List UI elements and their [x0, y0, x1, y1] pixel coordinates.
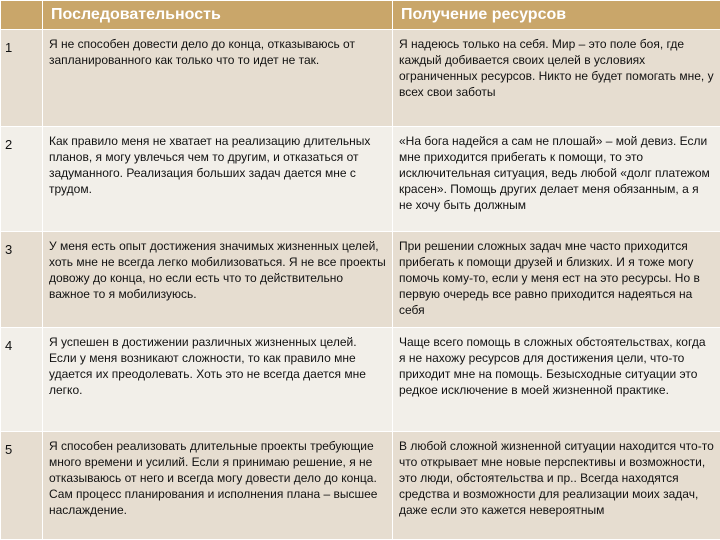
- resources-cell: [393, 432, 720, 540]
- table-row: [1, 127, 720, 232]
- header-row: [1, 1, 720, 30]
- sequence-cell: [43, 328, 393, 432]
- resources-text: В любой сложной жизненной ситуации находится что-то что открывает мне новые перспективы и возможности, это люди, обстоятельства и пр.. Всегда находятся средства и возможности для реализации моих задач, даже если это кажется невероятным: [399, 439, 714, 517]
- header-resources-cell: [393, 1, 720, 30]
- header-num-cell: [1, 1, 43, 30]
- sequence-text: Я не способен довести дело до конца, отказываюсь от запланированного как только что то идет не так.: [49, 37, 355, 67]
- row-number: 2: [5, 137, 13, 152]
- row-number: 1: [5, 40, 13, 55]
- row-number-cell: [1, 232, 43, 328]
- row-number-cell: [1, 30, 43, 127]
- resources-text: При решении сложных задач мне часто приходится прибегать к помощи друзей и близких. И я тоже могу помочь кому-то, если у меня ест на это ресурсы. Но в первую очередь все равно приходится надеяться на себя: [399, 239, 700, 317]
- header-sequence-cell: [43, 1, 393, 30]
- resources-cell: [393, 232, 720, 328]
- resources-text: Чаще всего помощь в сложных обстоятельствах, когда я не нахожу ресурсов для достижения цели, что-то приходит мне на помощь. Безысходные ситуации это редкое исключение в моей жизненной практике.: [399, 335, 706, 397]
- table-body: [1, 30, 720, 540]
- sequence-cell: [43, 127, 393, 232]
- resources-cell: [393, 30, 720, 127]
- sequence-text: Я способен реализовать длительные проекты требующие много времени и усилий. Если я принимаю решение, я не отказываюсь от него и всегда могу довести дело до конца. Сам процесс планирования и исполнения плана – высшее наслаждение.: [49, 439, 378, 517]
- sequence-cell: [43, 232, 393, 328]
- sequence-cell: [43, 30, 393, 127]
- resources-cell: [393, 127, 720, 232]
- row-number-cell: [1, 432, 43, 540]
- sequence-cell: [43, 432, 393, 540]
- row-number: 5: [5, 442, 13, 457]
- resources-cell: [393, 328, 720, 432]
- resources-text: «На бога надейся а сам не плошай» – мой девиз. Если мне приходится прибегать к помощи, то это исключительная ситуация, ведь любой «долг платежом красен». Помощь других делает меня обязанным, а я не хочу быть должным: [399, 134, 710, 212]
- sequence-text: Как правило меня не хватает на реализацию длительных планов, я могу увлечься чем то другим, и отказаться от задуманного. Реализация больших задач дается мне с трудом.: [49, 134, 371, 196]
- table-row: [1, 30, 720, 127]
- header-sequence-label: Последовательность: [51, 6, 221, 23]
- table-header: [1, 1, 720, 30]
- sequence-text: Я успешен в достижении различных жизненных целей. Если у меня возникают сложности, то как правило мне удается их преодолевать. Хоть это не всегда дается мне легко.: [49, 335, 366, 397]
- header-resources-label: Получение ресурсов: [401, 6, 567, 23]
- row-number-cell: [1, 127, 43, 232]
- row-number-cell: [1, 328, 43, 432]
- resources-text: Я надеюсь только на себя. Мир – это поле боя, где каждый добивается своих целей в условиях ограниченных ресурсов. Никто не будет помогать мне, у всех свои заботы: [399, 37, 714, 99]
- table-row: [1, 328, 720, 432]
- row-number: 4: [5, 338, 13, 353]
- sequence-text: У меня есть опыт достижения значимых жизненных целей, хоть мне не всегда легко мобилизоваться. Я не все проекты довожу до конца, но если есть что то действительно важное то я мобилизуюсь.: [49, 239, 386, 301]
- table-row: [1, 432, 720, 540]
- table-row: [1, 232, 720, 328]
- row-number: 3: [5, 242, 13, 257]
